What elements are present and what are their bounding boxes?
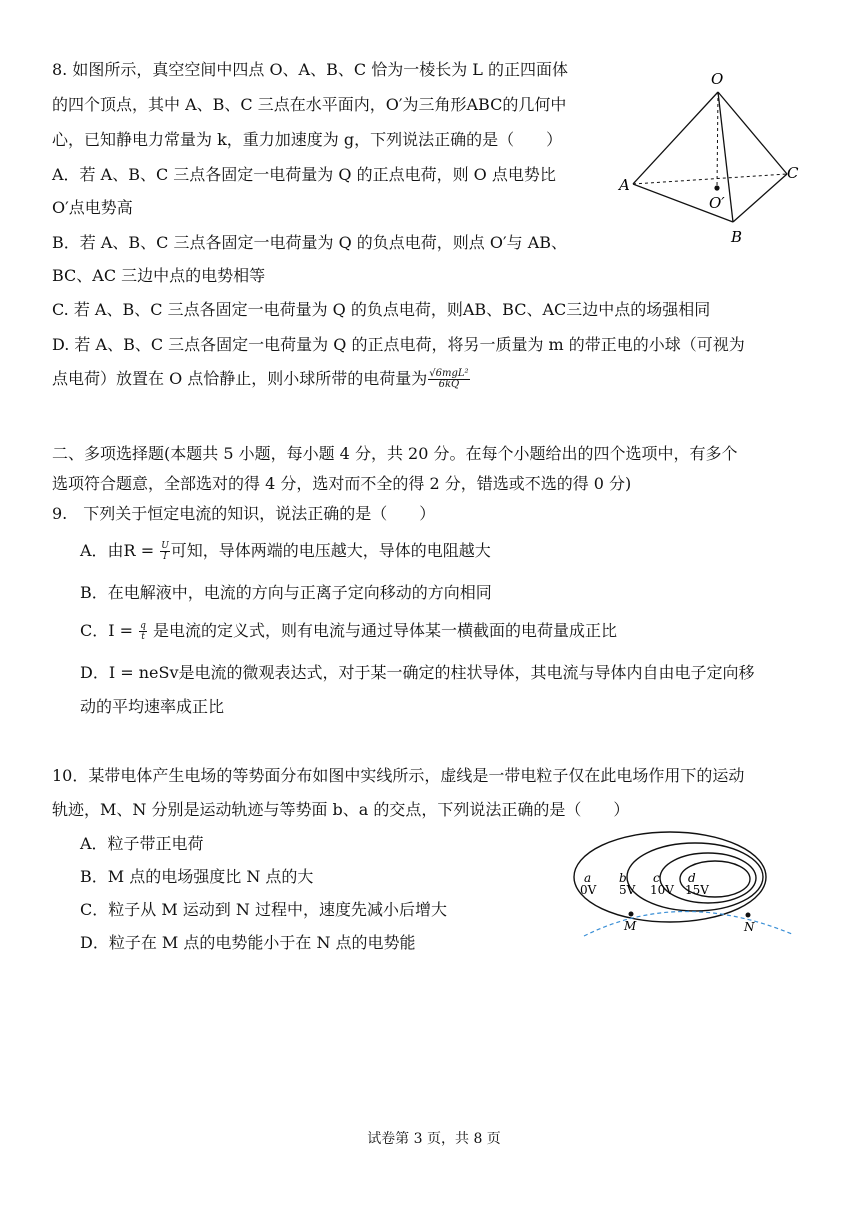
q9-option-a-fraction — [160, 541, 170, 562]
q9-stem: 9. 下列关于恒定电流的知识，说法正确的是（ ） — [52, 504, 436, 523]
q9-a-numerator: U — [161, 541, 169, 551]
q8-answer-fraction — [428, 369, 469, 390]
label-d: d — [688, 871, 696, 885]
edge-oa — [633, 92, 718, 184]
edge-bc — [733, 174, 787, 222]
q8-stem-line3: 心，已知静电力常量为 k，重力加速度为 g，下列说法正确的是（ ） — [52, 130, 563, 149]
q9-option-c — [80, 621, 617, 642]
q8-option-d-line1: D. 若 A、B、C 三点各固定一电荷量为 Q 的正点电荷，将另一质量为 m 的带正电的小球（可视为 — [52, 335, 745, 354]
label-b: B — [731, 228, 743, 246]
centroid-point — [714, 185, 719, 190]
equipotential-figure — [570, 826, 800, 946]
label-o-prime: O′ — [709, 194, 725, 212]
q9-option-c-fraction — [139, 621, 147, 642]
q8-fraction-numerator: √6mgL² — [429, 368, 469, 379]
label-5v: 5V — [619, 883, 636, 897]
q8-fraction-denominator: 6kQ — [438, 379, 460, 390]
q9-a-denominator: I — [163, 552, 167, 562]
q9-option-a-suffix: 可知，导体两端的电压越大，导体的电阻越大 — [170, 541, 491, 560]
section2-instructions-line1: 二、多项选择题(本题共 5 小题，每小题 4 分，共 20 分。在每个小题给出的四个选项中，有多个 — [52, 444, 738, 463]
q10-stem-line1: 10．某带电体产生电场的等势面分布如图中实线所示，虚线是一带电粒子仅在此电场作用下的运动 — [52, 766, 745, 785]
point-m — [629, 912, 634, 917]
q9-option-b: B．在电解液中，电流的方向与正离子定向移动的方向相同 — [80, 583, 492, 602]
label-c: c — [653, 871, 660, 885]
q9-option-d-line2: 动的平均速率成正比 — [80, 697, 225, 716]
tetrahedron-figure — [615, 62, 815, 252]
q9-c-numerator: q — [140, 621, 146, 631]
label-15v: 15V — [685, 883, 709, 897]
q9-c-denominator: t — [141, 632, 145, 642]
q8-option-a-line1: A．若 A、B、C 三点各固定一电荷量为 Q 的正点电荷，则 O 点电势比 — [52, 165, 556, 184]
q10-stem-line2: 轨迹，M、N 分别是运动轨迹与等势面 b、a 的交点，下列说法正确的是（ ） — [52, 800, 630, 819]
q8-option-b-line1: B．若 A、B、C 三点各固定一电荷量为 Q 的负点电荷，则点 O′与 AB、 — [52, 233, 568, 252]
label-o: O — [711, 70, 724, 88]
q8-option-d-line2 — [52, 369, 471, 390]
q10-option-b: B．M 点的电场强度比 N 点的大 — [80, 867, 314, 886]
label-a: A — [619, 176, 630, 194]
q10-option-c: C．粒子从 M 运动到 N 过程中，速度先减小后增大 — [80, 900, 447, 919]
particle-trajectory — [584, 911, 792, 936]
q9-option-a — [80, 541, 491, 562]
label-m: M — [624, 919, 637, 933]
point-n — [746, 913, 751, 918]
q8-option-d-text: 点电荷）放置在 O 点恰静止，则小球所带的电荷量为 — [52, 369, 428, 388]
label-0v: 0V — [580, 883, 597, 897]
q8-option-a-line2: O′点电势高 — [52, 198, 133, 217]
q8-option-c: C. 若 A、B、C 三点各固定一电荷量为 Q 的负点电荷，则AB、BC、AC三边中点的场强相同 — [52, 300, 711, 319]
section2-instructions-line2: 选项符合题意，全部选对的得 4 分，选对而不全的得 2 分，错选或不选的得 0 分) — [52, 474, 632, 493]
q8-stem-line2: 的四个顶点，其中 A、B、C 三点在水平面内，O′为三角形ABC的几何中 — [52, 95, 567, 114]
label-n: N — [744, 920, 755, 934]
label-a: a — [584, 871, 592, 885]
edge-oc — [718, 92, 787, 174]
page-footer: 试卷第 3 页，共 8 页 — [367, 1131, 501, 1147]
label-10v: 10V — [650, 883, 674, 897]
q9-option-a-prefix: A．由R = — [80, 541, 160, 560]
label-c: C — [787, 164, 799, 182]
label-b: b — [619, 871, 627, 885]
edge-ac-hidden — [633, 174, 787, 184]
q10-option-a: A．粒子带正电荷 — [80, 834, 204, 853]
height-oo-prime — [717, 92, 718, 188]
q9-option-d-line1: D．I = neSv是电流的微观表达式，对于某一确定的柱状导体，其电流与导体内自由电子定向移 — [80, 663, 755, 682]
q8-option-b-line2: BC、AC 三边中点的电势相等 — [52, 266, 266, 285]
q9-option-c-prefix: C．I = — [80, 621, 139, 640]
q9-option-c-suffix: 是电流的定义式，则有电流与通过导体某一横截面的电荷量成正比 — [147, 621, 618, 640]
q8-stem-line1: 8. 如图所示，真空空间中四点 O、A、B、C 恰为一棱长为 L 的正四面体 — [52, 60, 568, 79]
q10-option-d: D．粒子在 M 点的电势能小于在 N 点的电势能 — [80, 933, 416, 952]
